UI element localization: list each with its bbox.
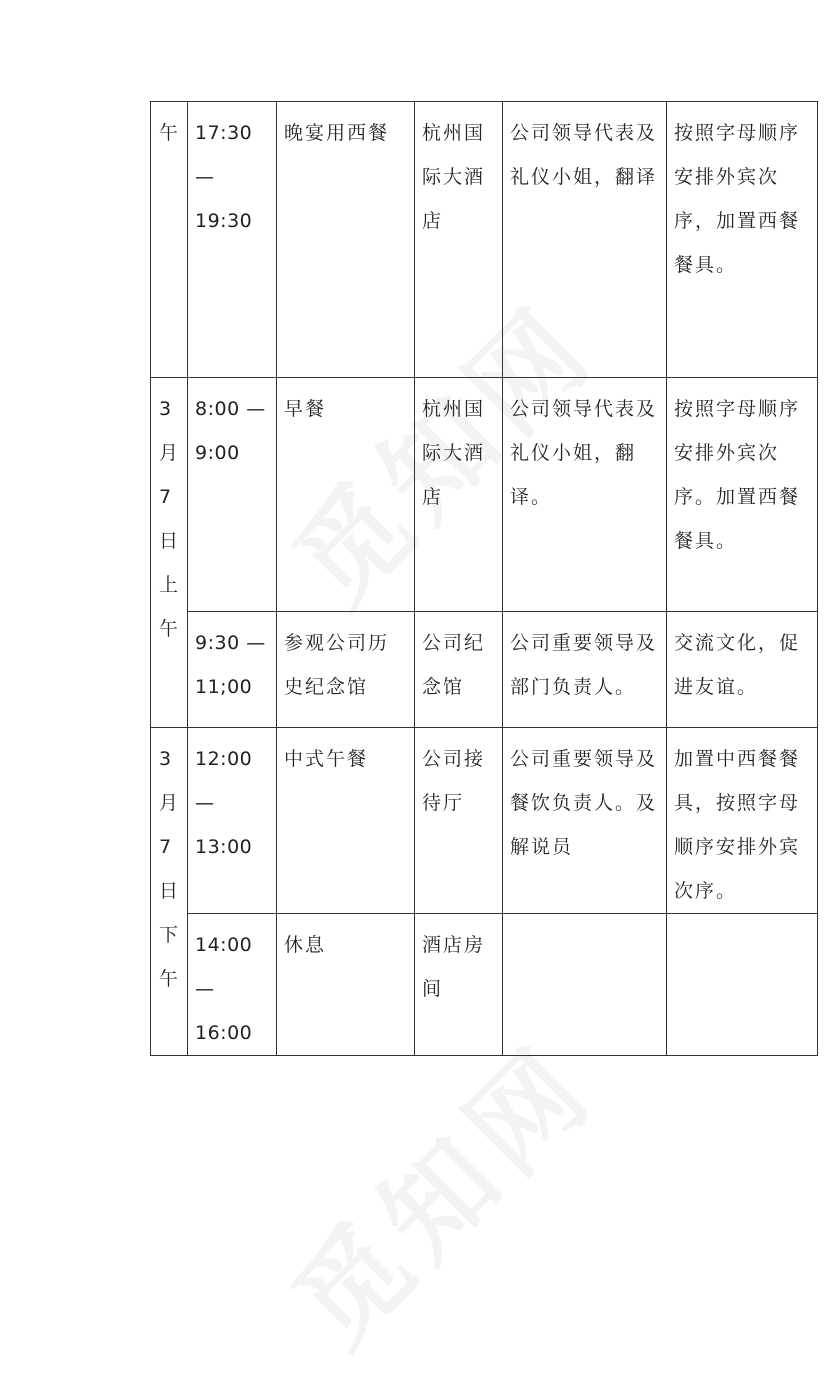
location-cell: 杭州国际大酒店	[415, 378, 503, 612]
notes-cell: 交流文化，促进友谊。	[667, 612, 818, 728]
time-cell: 8:00 — 9:00	[188, 378, 277, 612]
attendees-cell: 公司重要领导及餐饮负责人。及解说员	[503, 728, 667, 914]
schedule-table	[150, 101, 818, 1056]
location-cell: 公司纪念馆	[415, 612, 503, 728]
location-cell: 酒店房间	[415, 914, 503, 1056]
table-row	[151, 102, 818, 378]
attendees-cell: 公司领导代表及礼仪小姐，翻译	[503, 102, 667, 378]
table-row	[151, 728, 818, 914]
notes-cell	[667, 914, 818, 1056]
time-cell: 9:30 — 11;00	[188, 612, 277, 728]
notes-cell: 加置中西餐餐具，按照字母顺序安排外宾次序。	[667, 728, 818, 914]
activity-cell: 中式午餐	[277, 728, 415, 914]
attendees-cell: 公司重要领导及部门负责人。	[503, 612, 667, 728]
table-row	[151, 378, 818, 612]
day-cell: 午	[151, 102, 188, 378]
activity-cell: 晚宴用西餐	[277, 102, 415, 378]
time-cell: 14:00 — 16:00	[188, 914, 277, 1056]
notes-cell: 按照字母顺序安排外宾次序。加置西餐餐具。	[667, 378, 818, 612]
time-cell: 12:00 — 13:00	[188, 728, 277, 914]
time-cell: 17:30 — 19:30	[188, 102, 277, 378]
attendees-cell: 公司领导代表及礼仪小姐，翻译。	[503, 378, 667, 612]
attendees-cell	[503, 914, 667, 1056]
activity-cell: 参观公司历史纪念馆	[277, 612, 415, 728]
watermark-lower	[253, 1004, 624, 1374]
day-cell: 3 月 7 日 上 午	[151, 378, 188, 728]
location-cell: 公司接待厅	[415, 728, 503, 914]
notes-cell: 按照字母顺序安排外宾次序，加置西餐餐具。	[667, 102, 818, 378]
location-cell: 杭州国际大酒店	[415, 102, 503, 378]
day-cell: 3 月 7 日 下 午	[151, 728, 188, 1056]
table-row	[151, 914, 818, 1056]
activity-cell: 休息	[277, 914, 415, 1056]
activity-cell: 早餐	[277, 378, 415, 612]
table-row	[151, 612, 818, 728]
